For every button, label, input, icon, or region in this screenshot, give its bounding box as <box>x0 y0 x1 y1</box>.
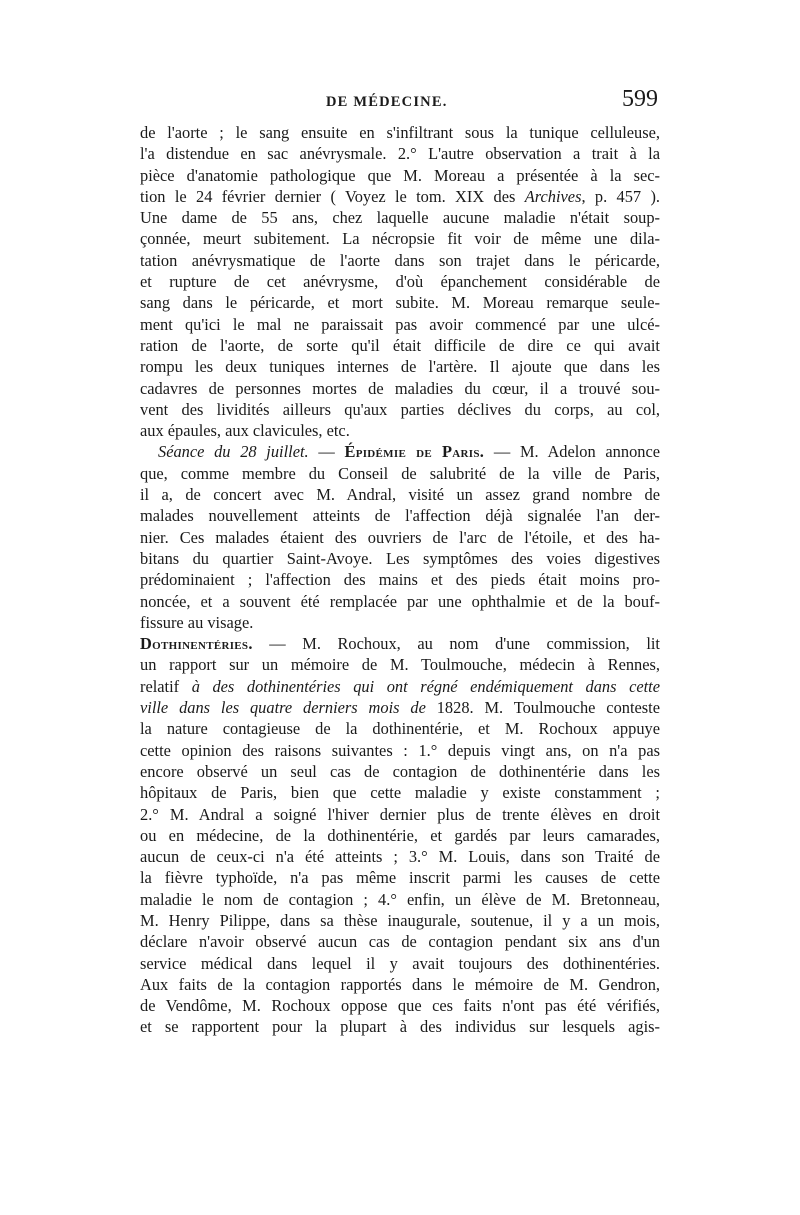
text-run: cadavres de personnes mortes de maladies du cœur, il a trouvé sou- <box>140 378 660 398</box>
text-line <box>140 314 660 335</box>
text-line <box>140 335 660 356</box>
running-head-title: DE MÉDECINE. <box>326 94 448 110</box>
text-line <box>140 633 660 654</box>
text-line <box>140 441 660 462</box>
text-run: aucun de ceux-ci n'a été atteints ; 3.° M. Louis, dans son Traité de <box>140 847 660 867</box>
text-line <box>140 654 660 675</box>
text-line <box>140 676 660 697</box>
italic-text: Séance du 28 juillet. <box>158 442 309 462</box>
small-caps-heading: Épidémie de Paris. <box>344 442 485 462</box>
text-run: encore observé un seul cas de contagion de dothinentérie dans les <box>140 761 660 781</box>
text-line <box>140 591 660 612</box>
page-number: 599 <box>622 86 658 112</box>
text-line <box>140 697 660 718</box>
text-line <box>140 825 660 846</box>
text-run: — M. Adelon annonce <box>484 442 661 462</box>
text-run: aux épaules, aux clavicules, etc. <box>140 421 350 441</box>
text-run: fissure au visage. <box>140 612 254 632</box>
text-line <box>140 782 660 803</box>
text-run: relatif <box>140 676 192 696</box>
text-run: la fièvre typhoïde, n'a pas même inscrit parmi les causes de cette <box>140 868 660 888</box>
italic-text: Archives <box>524 186 582 206</box>
text-line <box>140 484 660 505</box>
italic-text: ville dans les quatre derniers mois de <box>140 698 426 718</box>
italic-text: à des dothinentéries qui ont régné endémiquement dans cette <box>191 676 661 696</box>
text-line <box>140 953 660 974</box>
text-run: ment qu'ici le mal ne paraissait pas avoir commencé par une ulcé- <box>140 314 660 334</box>
text-line <box>140 548 660 569</box>
text-line <box>140 186 660 207</box>
text-line <box>140 122 660 143</box>
text-run: M. Henry Pilippe, dans sa thèse inaugurale, soutenue, il y a un mois, <box>140 910 660 930</box>
text-run: cette opinion des raisons suivantes : 1.° depuis vingt ans, on n'a pas <box>140 740 660 760</box>
text-run: bitans du quartier Saint-Avoye. Les symptômes des voies digestives <box>140 548 660 568</box>
text-line <box>140 846 660 867</box>
text-run: — <box>308 442 345 462</box>
text-run: tion le 24 février dernier ( Voyez le tom. XIX des <box>140 186 525 206</box>
text-run: sang dans le péricarde, et mort subite. M. Moreau remarque seule- <box>140 293 660 313</box>
text-run: pièce d'anatomie pathologique que M. Moreau a présentée à la sec- <box>140 165 660 185</box>
text-line <box>140 740 660 761</box>
text-line <box>140 250 660 271</box>
text-line <box>140 356 660 377</box>
text-run: que, comme membre du Conseil de salubrité de la ville de Paris, <box>140 463 660 483</box>
text-run: 2.° M. Andral a soigné l'hiver dernier plus de trente élèves en droit <box>140 804 660 824</box>
text-line <box>140 974 660 995</box>
text-line <box>140 378 660 399</box>
text-line <box>140 399 660 420</box>
text-run: de l'aorte ; le sang ensuite en s'infiltrant sous la tunique celluleuse, <box>140 123 660 142</box>
text-line <box>140 612 660 633</box>
text-line <box>140 569 660 590</box>
text-run: 1828. M. Toulmouche conteste <box>425 698 660 718</box>
text-run: malades nouvellement atteints de l'affection déjà signalée l'an der- <box>140 506 660 526</box>
text-run: l'a distendue en sac anévrysmale. 2.° L'autre observation a trait à la <box>140 144 660 164</box>
text-line <box>140 463 660 484</box>
text-run: hôpitaux de Paris, bien que cette maladie y existe constamment ; <box>140 783 660 803</box>
text-line <box>140 292 660 313</box>
small-caps-heading: Dothinentéries. <box>140 634 253 654</box>
text-run: Aux faits de la contagion rapportés dans le mémoire de M. Gendron, <box>140 974 660 994</box>
text-line <box>140 1016 660 1037</box>
text-line <box>140 889 660 910</box>
text-run: nier. Ces malades étaient des ouvriers de l'arc de l'étoile, et des ha- <box>140 527 660 547</box>
text-line <box>140 271 660 292</box>
text-run: un rapport sur un mémoire de M. Toulmouche, médecin à Rennes, <box>140 655 660 675</box>
text-run: et se rapportent pour la plupart à des individus sur lesquels agis- <box>140 1017 660 1037</box>
text-run: de Vendôme, M. Rochoux oppose que ces faits n'ont pas été vérifiés, <box>140 996 660 1016</box>
text-line <box>140 505 660 526</box>
text-line <box>140 207 660 228</box>
text-line <box>140 910 660 931</box>
text-run: la nature contagieuse de la dothinentérie, et M. Rochoux appuye <box>140 719 660 739</box>
text-run: , p. 457 ). <box>581 186 661 206</box>
text-run: déclare n'avoir observé aucun cas de contagion pendant six ans d'un <box>140 932 660 952</box>
text-line <box>140 804 660 825</box>
text-line <box>140 143 660 164</box>
text-run: il a, de concert avec M. Andral, visité un assez grand nombre de <box>140 485 660 505</box>
text-line <box>140 867 660 888</box>
text-line <box>140 228 660 249</box>
text-line <box>140 165 660 186</box>
text-line <box>140 995 660 1016</box>
text-run: rompu les deux tuniques internes de l'artère. Il ajoute que dans les <box>140 357 660 377</box>
text-run: prédominaient ; l'affection des mains et des pieds était moins pro- <box>140 570 660 590</box>
running-head <box>140 88 660 122</box>
book-page <box>140 88 660 1038</box>
text-line <box>140 718 660 739</box>
text-line <box>140 931 660 952</box>
text-run: et rupture de cet anévrysme, d'où épanchement considérable de <box>140 272 660 292</box>
text-line <box>140 527 660 548</box>
text-run: noncée, et a souvent été remplacée par une ophthalmie et de la bouf- <box>140 591 660 611</box>
text-run: ou en médecine, de la dothinentérie, et gardés par leurs camarades, <box>140 825 660 845</box>
text-run: — M. Rochoux, au nom d'une commission, lit <box>252 634 660 654</box>
text-run: çonnée, meurt subitement. La nécropsie fit voir de même une dila- <box>140 229 660 249</box>
text-run: maladie le nom de contagion ; 4.° enfin, un élève de M. Bretonneau, <box>140 889 660 909</box>
text-run: ration de l'aorte, de sorte qu'il était difficile de dire ce qui avait <box>140 335 660 355</box>
text-run: service médical dans lequel il y avait toujours des dothinentéries. <box>140 953 660 973</box>
text-run: vent des lividités ailleurs qu'aux parties déclives du corps, au col, <box>140 399 660 419</box>
text-line <box>140 761 660 782</box>
text-line <box>140 420 660 441</box>
text-run: tation anévrysmatique de l'aorte dans son trajet dans le péricarde, <box>140 250 660 270</box>
text-run: Une dame de 55 ans, chez laquelle aucune maladie n'était soup- <box>140 208 660 228</box>
body-text <box>140 122 660 1038</box>
